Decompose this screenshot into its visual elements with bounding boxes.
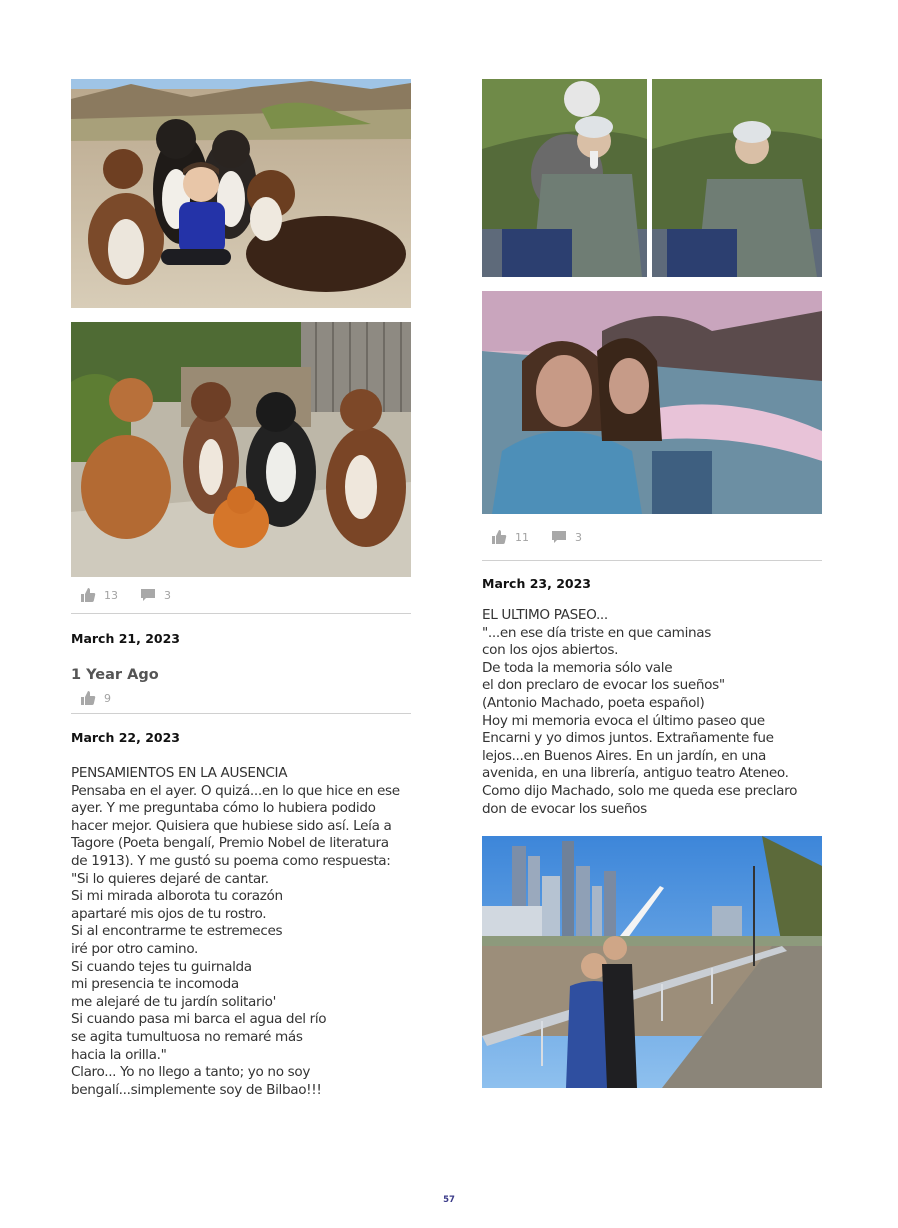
post-date: March 21, 2023 [71, 631, 180, 646]
photo-couple-waterfront[interactable] [482, 836, 822, 1088]
divider [482, 560, 822, 561]
photo-five-dogs-patio[interactable] [71, 322, 411, 577]
thumbs-up-icon [80, 587, 96, 603]
speech-bubble-icon [140, 587, 156, 603]
like-stat[interactable] [491, 529, 529, 545]
photo-couple-garden[interactable] [482, 79, 647, 277]
photo-dogs-with-child[interactable] [71, 79, 411, 308]
post-date: March 22, 2023 [71, 730, 180, 745]
comment-stat[interactable] [140, 587, 171, 603]
post-stats [482, 514, 822, 560]
post-date: March 23, 2023 [482, 576, 591, 591]
photo-two-women-coast[interactable] [482, 291, 822, 514]
divider [71, 613, 411, 614]
right-column [482, 79, 822, 1088]
comment-count: 3 [164, 588, 171, 602]
post-body: PENSAMIENTOS EN LA AUSENCIA Pensaba en el ayer. O quizá...en lo que hice en ese ayer. Y me preguntaba cómo lo hubiera podido hacer mejor. Quisiera que hubiese sido así. Leía a Tagore (Poeta bengalí, Premio Nobel de literatura de 1913). Y me gustó su poema como respuesta: "Si lo quieres dejaré de cantar. Si mi mirada alborota tu corazón apartaré mis ojos de tu rostro. Si al encontrarme te estremeces iré por otro camino. Si cuando tejes tu guirnalda mi presencia te incomoda me alejaré de tu jardín solitario' Si cuando pasa mi barca el agua del río se agita tumultuosa no remaré más hacia la orilla." Claro... Yo no llego a tanto; yo no soy bengalí...simplemente soy de Bilbao!!! [71, 765, 400, 1098]
thumbs-up-icon [491, 529, 507, 545]
post-stats [71, 577, 411, 613]
like-stat[interactable] [80, 587, 118, 603]
like-stat[interactable] [80, 690, 111, 706]
post-title: 1 Year Ago [71, 667, 159, 683]
comment-stat[interactable] [551, 529, 582, 545]
photo-man-garden[interactable] [652, 79, 822, 277]
comment-count: 3 [575, 530, 582, 544]
speech-bubble-icon [551, 529, 567, 545]
photo-pair [482, 79, 822, 277]
divider [71, 713, 411, 714]
post-stats [71, 683, 411, 713]
like-count: 9 [104, 691, 111, 705]
like-count: 13 [104, 588, 118, 602]
thumbs-up-icon [80, 690, 96, 706]
page-number: 57 [443, 1195, 455, 1205]
like-count: 11 [515, 530, 529, 544]
post-body: EL ULTIMO PASEO... "...en ese día triste en que caminas con los ojos abiertos. De toda la memoria sólo vale el don preclaro de evocar los sueños" (Antonio Machado, poeta español) Hoy mi memoria evoca el último paseo que Encarni y yo dimos juntos. Extrañamente fue lejos...en Buenos Aires. En un jardín, en una avenida, en una librería, antiguo teatro Ateneo. Como dijo Machado, solo me queda ese preclaro don de evocar los sueños [482, 607, 798, 817]
left-column [71, 79, 411, 1099]
